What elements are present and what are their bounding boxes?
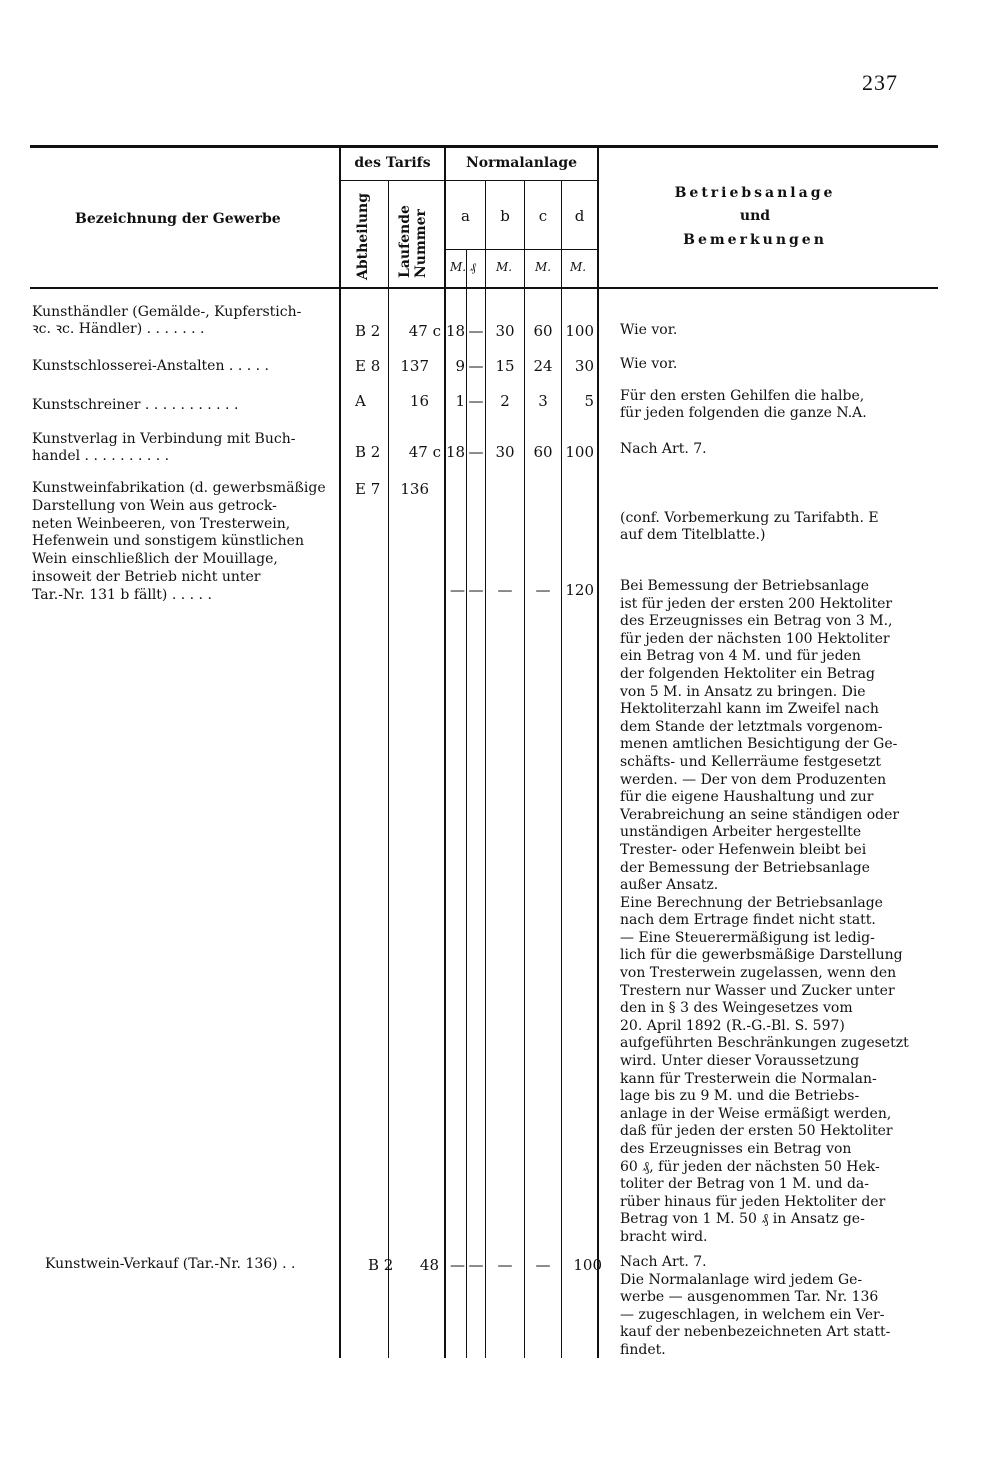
row-6-a1: — bbox=[450, 1256, 465, 1274]
unit-a-pfennig: ₰ bbox=[470, 260, 476, 274]
row-4-remark: Nach Art. 7. bbox=[620, 441, 707, 457]
row-1-d: 100 bbox=[565, 322, 594, 340]
header-col-d: d bbox=[574, 207, 585, 225]
row-5-remark-pre: (conf. Vorbemerkung zu Tarifabth. E auf dem Titelblatte.) bbox=[620, 510, 879, 544]
top-rule bbox=[30, 145, 938, 148]
row-6-nr: 48 bbox=[419, 1256, 439, 1274]
row-3-name: Kunstschreiner . . . . . . . . . . . bbox=[32, 397, 239, 413]
row-6-name: Kunstwein-Verkauf (Tar.-Nr. 136) . . bbox=[45, 1256, 296, 1272]
row-5-a2: — bbox=[468, 581, 484, 599]
row-5-name: Kunstweinfabrikation (d. gewerbsmäßige Darstellung von Wein aus getrock- neten Weinbeeren, von Tresterwein, Hefenwein und sonstigem künstlichen Wein einschließlich der Mouillage, insoweit der Betrieb nicht unter Tar.-Nr. 131 b fällt) . . . . . bbox=[32, 480, 326, 603]
col-rule-a-split bbox=[466, 249, 467, 1358]
row-3-a1: 1 bbox=[455, 392, 465, 410]
row-3-remark: Für den ersten Gehilfen die halbe, für jeden folgenden die ganze N.A. bbox=[620, 388, 867, 422]
row-6-abth: B 2 bbox=[368, 1256, 394, 1274]
row-6-b: — bbox=[497, 1256, 513, 1274]
row-2-nr: 137 bbox=[400, 357, 429, 375]
page-number: 237 bbox=[862, 70, 898, 95]
row-1-abth: B 2 bbox=[355, 322, 381, 340]
row-6-a2: — bbox=[468, 1256, 484, 1274]
row-1-c: 60 bbox=[533, 322, 553, 340]
row-1-name: Kunsthändler (Gemälde-, Kupferstich- ꝛc. ꝛc. Händler) . . . . . . . bbox=[32, 304, 302, 338]
header-und: und bbox=[739, 208, 771, 224]
row-1-b: 30 bbox=[495, 322, 515, 340]
col-rule-remarks bbox=[597, 146, 599, 1358]
header-col-c: c bbox=[538, 207, 548, 225]
row-5-abth: E 7 bbox=[355, 480, 381, 498]
row-2-name: Kunstschlosserei-Anstalten . . . . . bbox=[32, 358, 269, 374]
row-3-b: 2 bbox=[500, 392, 510, 410]
unit-rule bbox=[445, 249, 597, 250]
header-bemerkungen: Bemerkungen bbox=[683, 232, 827, 248]
row-1-a1: 18 bbox=[446, 322, 466, 340]
row-4-c: 60 bbox=[533, 443, 553, 461]
header-abtheilung: Abtheilung bbox=[355, 193, 371, 280]
header-col-a: a bbox=[461, 207, 470, 225]
row-2-a1: 9 bbox=[455, 357, 465, 375]
header-bezeichnung: Bezeichnung der Gewerbe bbox=[75, 211, 281, 227]
row-3-a2: — bbox=[468, 392, 484, 410]
row-4-d: 100 bbox=[565, 443, 594, 461]
row-6-c: — bbox=[535, 1256, 551, 1274]
header-laufende-nummer: Laufende Nummer bbox=[397, 205, 429, 278]
row-2-c: 24 bbox=[533, 357, 553, 375]
unit-a-mark: M. bbox=[450, 260, 467, 274]
row-3-d: 5 bbox=[584, 392, 594, 410]
normalanlage-rule bbox=[445, 180, 597, 181]
row-2-a2: — bbox=[468, 357, 484, 375]
row-1-nr: 47 c bbox=[408, 322, 441, 340]
row-2-remark: Wie vor. bbox=[620, 356, 678, 372]
row-6-d: 100 bbox=[573, 1256, 602, 1274]
row-3-c: 3 bbox=[538, 392, 548, 410]
row-1-remark: Wie vor. bbox=[620, 322, 678, 338]
row-2-abth: E 8 bbox=[355, 357, 381, 375]
header-betriebsanlage: Betriebsanlage bbox=[674, 185, 836, 201]
row-5-remark: Bei Bemessung der Betriebsanlage ist für jeden der ersten 200 Hektoliter des Erzeugnisses ein Betrag von 3 M., für jeden der nächsten 100 Hektoliter ein Betrag von 4 M. und für jeden der folgenden Hektoliter ein Betrag von 5 M. in Ansatz zu bringen. Die Hektoliterzahl kann im Zweifel nach dem Stande der letztmals vorgenom- menen amtlichen Besichtigung der Ge- schäfts- und Kellerräume festgesetzt werden. — Der von dem Produzenten für die eigene Haushaltung und zur Verabreichung an seine ständigen oder unständigen Arbeiter hergestellte Trester- oder Hefenwein bleibt bei der Bemessung der Betriebsanlage außer Ansatz. Eine Berechnung der Betriebsanlage nach dem Ertrage findet nicht statt. — Eine Steuerermäßigung ist ledig- lich für die gewerbsmäßige Darstellung von Tresterwein zugelassen, wenn den Trestern nur Wasser und Zucker unter den in § 3 des Weingesetzes vom 20. April 1892 (R.-G.-Bl. S. 597) aufgeführten Beschränkungen zugesetzt wird. Unter dieser Voraussetzung kann für Tresterwein die Normalan- lage bis zu 9 M. und die Betriebs- anlage in der Weise ermäßigt werden, daß für jeden der ersten 50 Hektoliter des Erzeugnisses ein Betrag von 60 ₰, für jeden der nächsten 50 Hek- toliter der Betrag von 1 M. und da- rüber hinaus für jeden Hektoliter der Betrag von 1 M. 50 ₰ in Ansatz ge- bracht wird. bbox=[620, 578, 909, 1245]
header-col-b: b bbox=[500, 207, 510, 225]
row-5-nr: 136 bbox=[400, 480, 429, 498]
row-5-a1: — bbox=[450, 581, 465, 599]
col-rule-abth bbox=[339, 146, 341, 1358]
row-2-d: 30 bbox=[574, 357, 594, 375]
row-3-nr: 16 bbox=[409, 392, 429, 410]
row-3-abth: A bbox=[355, 392, 366, 410]
row-4-a2: — bbox=[468, 443, 484, 461]
unit-d-mark: M. bbox=[570, 260, 587, 274]
header-des-tarifs: des Tarifs bbox=[354, 155, 431, 171]
row-4-abth: B 2 bbox=[355, 443, 381, 461]
row-6-remark: Nach Art. 7. Die Normalanlage wird jedem Ge- werbe — ausgenommen Tar. Nr. 136 — zugeschlagen, in welchem ein Ver- kauf der nebenbezeichneten Art statt- findet. bbox=[620, 1254, 891, 1358]
row-4-nr: 47 c bbox=[408, 443, 441, 461]
header-normalanlage: Normalanlage bbox=[465, 155, 578, 171]
row-5-c: — bbox=[535, 581, 551, 599]
row-5-d: 120 bbox=[565, 581, 594, 599]
unit-b-mark: M. bbox=[496, 260, 513, 274]
unit-c-mark: M. bbox=[535, 260, 552, 274]
row-5-b: — bbox=[497, 581, 513, 599]
tarif-rule bbox=[340, 180, 445, 181]
row-2-b: 15 bbox=[495, 357, 515, 375]
header-bottom-rule bbox=[30, 287, 938, 289]
row-4-a1: 18 bbox=[446, 443, 466, 461]
row-4-b: 30 bbox=[495, 443, 515, 461]
row-1-a2: — bbox=[468, 322, 484, 340]
row-4-name: Kunstverlag in Verbindung mit Buch- handel . . . . . . . . . . bbox=[32, 431, 296, 465]
